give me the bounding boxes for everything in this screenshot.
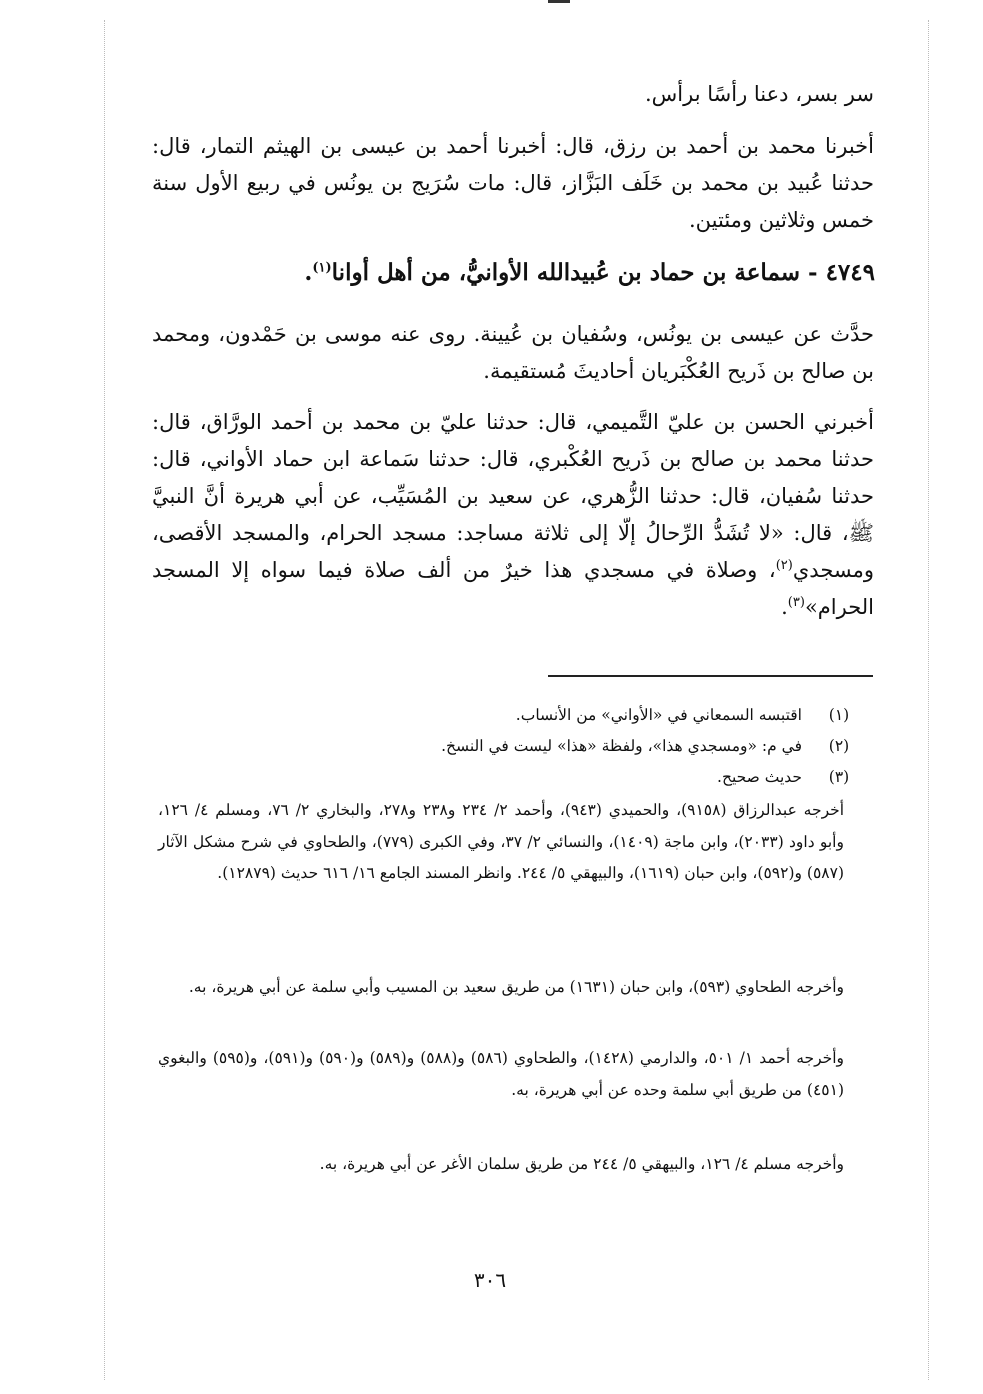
footnote-number: (٣) (828, 768, 850, 786)
footnote-text: في م: «ومسجدي هذا»، ولفظة «هذا» ليست في النسخ. (441, 737, 802, 755)
hadith-end: . (781, 595, 788, 619)
footnote-takhrij-main: أخرجه عبدالرزاق (٩١٥٨)، والحميدي (٩٤٣)، وأحمد ٢/ ٢٣٤ و٢٣٨ و٢٧٨، والبخاري ٢/ ٧٦، ومسلم ٤/ ١٢٦، وأبو داود (٢٠٣٣)، وابن ماجة (١٤٠٩)، والنسائي ٢/ ٣٧، وفي الكبرى (٧٧٩)، والطحاوي في شرح مشكل الآثار (٥٨٧) و(٥٩٢)، وابن حبان (١٦١٩)، والبيهقي ٥/ ٢٤٤. وانظر المسند الجامع ١٦/ ٦١٦ حديث (١٢٨٧٩). (158, 801, 845, 882)
footnote-ref-3: (٣) (787, 595, 805, 610)
footnote-item (150, 700, 850, 731)
footnote-item (150, 762, 850, 793)
hadith-text-b: ، وصلاة في مسجدي هذا خيرٌ من ألف صلاة فيما سواه إلا المسجد الحرام» (152, 558, 874, 619)
paragraph-narrators: حدَّث عن عيسى بن يونُس، وسُفيان بن عُيينة. روى عنه موسى بن حَمْدون، ومحمد بن صالح بن ذَريح العُكْبَريان أحاديثَ مُستقيمة. (152, 322, 874, 383)
footnote-ref-1: (١) (312, 260, 332, 276)
footnote-list (150, 700, 850, 793)
footnote-item (150, 731, 850, 762)
scan-edge-right (928, 20, 929, 1380)
footnote-text: اقتبسه السمعاني في «الأواني» من الأنساب. (515, 706, 802, 724)
footnote-text: حديث صحيح. (717, 768, 802, 786)
entry-heading-text: ٤٧٤٩ - سماعة بن حماد بن عُبيدالله الأوانيُّ، من أهل أوانا (331, 259, 875, 286)
footnote-takhrij-4: وأخرجه مسلم ٤/ ١٢٦، والبيهقي ٥/ ٢٤٤ من طريق سلمان الأغر عن أبي هريرة، به. (319, 1155, 844, 1173)
footnote-number: (١) (828, 706, 850, 724)
footnote-takhrij-2: وأخرجه الطحاوي (٥٩٣)، وابن حبان (١٦٣١) من طريق سعيد بن المسيب وأبي سلمة عن أبي هريرة، به. (188, 978, 844, 996)
page-number: ٣٠٦ (473, 1268, 507, 1292)
paragraph-hadith (152, 404, 874, 626)
scan-edge-left (104, 20, 105, 1380)
paragraph-death-report: أخبرنا محمد بن أحمد بن رزق، قال: أخبرنا أحمد بن عيسى بن الهيثم التمار، قال: حدثنا عُبيد بن محمد بن خَلَف البَزَّاز، قال: مات سُرَيج بن يونُس في ربيع الأول سنة خمس وثلاثين ومئتين. (152, 134, 874, 232)
footnote-divider (548, 675, 873, 677)
paragraph-continuation: سر بسر، دعنا رأسًا برأس. (645, 82, 874, 106)
top-edge-mark (548, 0, 570, 3)
footnote-takhrij-3: وأخرجه أحمد ١/ ٥٠١، والدارمي (١٤٢٨)، والطحاوي (٥٨٦) و(٥٨٨) و(٥٨٩) و(٥٩٠) و(٥٩١)، و(٥٩٥) والبغوي (٤٥١) من طريق أبي سلمة وحده عن أبي هريرة، به. (158, 1049, 845, 1099)
footnote-number: (٢) (828, 737, 850, 755)
footnote-ref-2: (٢) (775, 558, 793, 573)
hadith-text-a: أخبرني الحسن بن عليّ التَّميمي، قال: حدثنا عليّ بن محمد بن أحمد الورَّاق، قال: حدثنا محمد بن صالح بن ذَريح العُكْبري، قال: حدثنا سَماعة ابن حماد الأواني، قال: حدثنا سُفيان، قال: حدثنا الزُّهري، عن سعيد بن المُسَيِّب، عن أبي هريرة أنَّ النبيَّ ﷺ، قال: «لا تُشَدُّ الرِّحالُ إلّا إلى ثلاثة مساجد: مسجد الحرام، والمسجد الأقصى، ومسجدي (152, 410, 874, 582)
entry-heading: ٤٧٤٩ - سماعة بن حماد بن عُبيدالله الأوانيُّ، من أهل أوانا$^{(١)}$. (304, 259, 875, 286)
